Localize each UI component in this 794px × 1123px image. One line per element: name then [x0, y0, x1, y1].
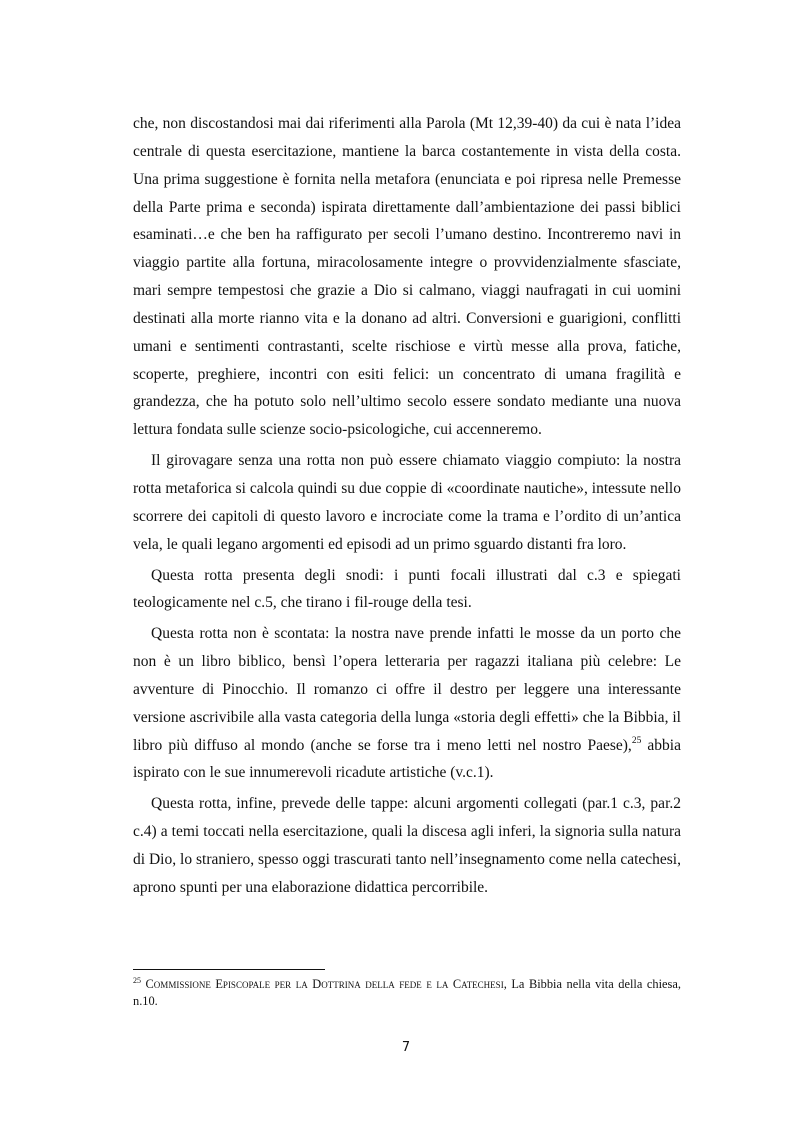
footnote [133, 976, 681, 1010]
footnote-separator [133, 969, 325, 970]
paragraph-4 [133, 620, 681, 787]
body-text [133, 110, 681, 905]
footnote-reference[interactable]: 25 [631, 735, 642, 746]
page-number: 7 [401, 1040, 411, 1055]
paragraph-1: che, non discostandosi mai dai riferimenti alla Parola (Mt 12,39-40) da cui è nata l’idea centrale di questa esercitazione, mantiene la barca costantemente in vista della costa. Una prima suggestione è fornita nella metafora (enunciata e poi ripresa nelle Premesse della Parte prima e seconda) ispirata direttamente dall’ambientazione dei passi biblici esaminati…e che ben ha raffigurato per secoli l’umano destino. Incontreremo navi in viaggio partite alla fortuna, miracolosamente integre o provvidenzialmente sfasciate, mari sempre tempestosi che grazie a Dio si calmano, viaggi naufragati in cui uomini destinati alla morte rianno vita e la donano ad altri. Conversioni e guarigioni, conflitti umani e sentimenti contrastanti, scelte rischiose e virtù messe alla prova, fatiche, scoperte, preghiere, incontri con esiti felici: un concentrato di umana fragilità e grandezza, che ha potuto solo nell’ultimo secolo essere sondato mediante una nuova lettura fondata sulle scienze socio-psicologiche, cui accenneremo. [133, 115, 681, 439]
footnote-number: 25 [133, 976, 141, 985]
paragraph-3: Questa rotta presenta degli snodi: i punti focali illustrati dal c.3 e spiegati teologicamente nel c.5, che tirano i fil-rouge della tesi. [133, 566, 681, 612]
paragraph-4-tail: abbia ispirato con le sue innumerevoli ricadute artistiche (v.c.1). [133, 736, 681, 782]
paragraph-5: Questa rotta, infine, prevede delle tappe: alcuni argomenti collegati (par.1 c.3, par.2 c.4) a temi toccati nella esercitazione, quali la discesa agli inferi, la signoria sulla natura di Dio, lo straniero, spesso oggi trascurati tanto nell’insegnamento come nella catechesi, aprono spunti per una elaborazione didattica percorribile. [133, 795, 681, 896]
paragraph-4-text: Questa rotta non è scontata: la nostra nave prende infatti le mosse da un porto che non è un libro biblico, bensì l’opera letteraria per ragazzi italiana più celebre: Le avventure di Pinocchio. Il romanzo ci offre il destro per leggere una interessante versione ascrivibile alla vasta categoria della lunga «storia degli effetti» che la Bibbia, il libro più diffuso al mondo (anche se forse tra i meno letti nel nostro Paese), [133, 625, 681, 754]
footnote-author: Commissione Episcopale per la Dottrina della fede e la Catechesi [145, 977, 504, 991]
paragraph-2: Il girovagare senza una rotta non può essere chiamato viaggio compiuto: la nostra rotta metaforica si calcola quindi su due coppie di «coordinate nautiche», intessute nello scorrere dei capitoli di questo lavoro e incrociate come la trama e l’ordito di un’antica vela, le quali legano argomenti ed episodi ad un primo sguardo distanti fra loro. [133, 452, 681, 553]
footnote-text: , La Bibbia nella vita della chiesa, n.10. [133, 977, 681, 1008]
